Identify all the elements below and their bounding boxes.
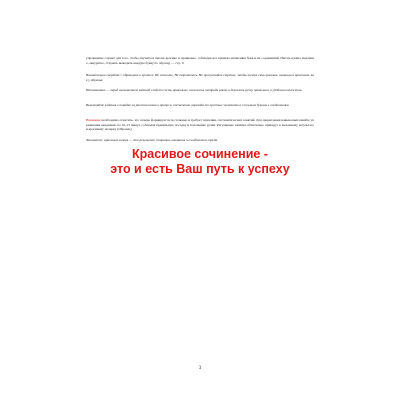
note-paragraph: Запомните: красивый почерк — это результат старания, внимания и ежедневного труда. [86, 138, 218, 142]
title-line-2: это и есть Ваш путь к успеху [110, 162, 290, 176]
main-paragraph [86, 118, 314, 132]
title-line-1: Красивое сочинение - [132, 147, 268, 161]
main-paragraph-text: необходимо отметить, что почерк формируется постепенно и требует терпения, систематических занятий. Для закрепления навыка выполняйте упражнения ежедневно по 10–15 минут, соблюдая правильную посадку и положение ручки. Регулярные занятия обязательно приведут к желаемому результату и красивому почерку (Образец) [86, 118, 314, 132]
tip-paragraph-3: Выполняйте задания в порядке их расположения в прописи, постепенно переходя от простых элементов к сложным буквам и соединениям. [86, 103, 290, 107]
highlight-word: Внимание [86, 118, 101, 122]
tip-paragraph-2: Напоминание — перед выполнением заданий следует сесть правильно, положить тетрадь ровно и держать ручку правильно, в удобном положении. [86, 88, 303, 92]
page-title [86, 147, 314, 177]
intro-paragraph: упражнение служит для того, чтобы научиться писать красиво и правильно, соблюдая все правила написания букв и их соединений. Писать нужно медленно, аккуратно, стараясь выводить каждую букву по образцу — стр. 9 [86, 56, 314, 65]
page-number: 3 [198, 366, 202, 371]
tip-paragraph-1: Внимательно сверяйте с образцами в прописи. Не спешите. Не торопитесь. Не пропускайте строчки, чтобы почерк стал ровным, плавным и красивым, как у образца. [86, 73, 314, 82]
